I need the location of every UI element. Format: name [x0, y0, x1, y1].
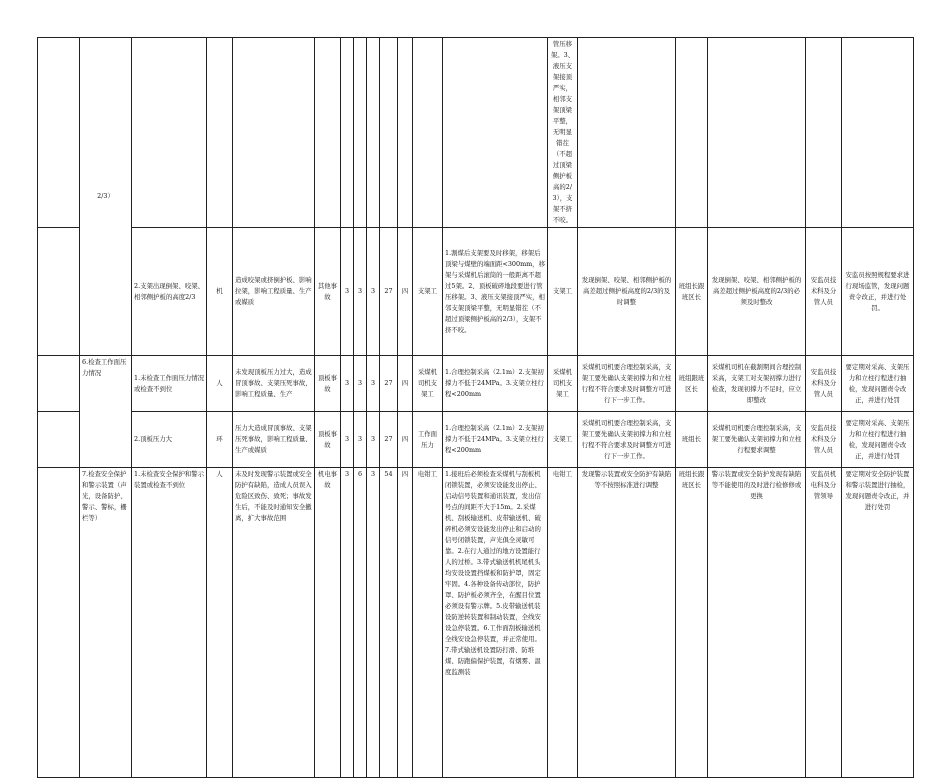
l-cell: 3 — [341, 468, 354, 778]
accident-cell: 机电事故 — [315, 468, 341, 778]
l-cell: 3 — [341, 356, 354, 412]
supervise-cell: 安监员技术科及分管人员 — [806, 356, 842, 412]
check-std-cell: 采煤机司机在截割期间合理控制采高，支架工对支架初撑力进行检查，发现初撑力不足时，应立即整改 — [708, 356, 806, 412]
table-row — [38, 468, 914, 778]
c-cell: 3 — [367, 412, 380, 468]
std-cell: 采煤机司机要合理控制采高，支架工要先确认支架初撑力和立柱行程不符合要求及时调整方可进行下一步工作。 — [578, 412, 676, 468]
margin-cell — [38, 38, 80, 228]
d-cell: 27 — [380, 412, 398, 468]
type-cell: 机 — [207, 228, 233, 356]
hazard-cell: 2.支架出现倒架、咬架、相邻侧护板的高度2/3 — [132, 228, 207, 356]
type-cell: 人 — [207, 468, 233, 778]
accident-cell: 顶板事故 — [315, 412, 341, 468]
check-std-cell: 发现倒架、咬架、相邻侧护板的高差超过侧护板高度的2/3的必须及时整改 — [708, 228, 806, 356]
e-cell: 3 — [354, 356, 367, 412]
consequence-cell: 造成咬架或挤倒护板、影响拉架，影响工程质量、生产或媒质 — [233, 228, 315, 356]
margin-cell — [38, 356, 80, 412]
measure-cell: 1.接班后必须检查采煤机与刮板机闭锁装置，必须安设能发出停止、启动信号装置和通讯装置，发出信号点的间距不大于15m。2.采煤机、刮板输送机、皮带输送机、破碎机必须安设能发出停止和启动的信号闭锁装置，声光俱全灵敏可靠。2.在行人通过的地方设置能行人的过桥。3.带式输送机机尾机头均安设设置挡煤板和防护罩，固定牢固。4.各种设备传动部位，防护罩、防护板必须齐全，在醒目位置必须设有警示牌。5.皮带输送机装设防逆转装置和制动装置，全线安设急停装置。6.工作面刮板输送机全线安设急停装置，并正常使用。7.带式输送机设置防打滑、防堆煤、防跑偏保护装置，有烟雾、温度监测装 — [443, 468, 548, 778]
margin-cell — [38, 228, 80, 356]
measure-cell: 1.割煤后支架要及时移架，移架后顶梁与煤壁的端面距<300mm，移架与采煤机后滚筒的一般距离不超过5架。2、顶板破碎地段要进行管压移架。3、液压支架接顶严实，相邻支架顶梁平整，无明显错茬（不超过顶梁侧护板高的2/3），支架不挤不咬。 — [443, 228, 548, 356]
c-cell: 3 — [367, 356, 380, 412]
resp-cell: 电钳工 — [548, 468, 578, 778]
l-cell: 3 — [341, 228, 354, 356]
consequence-cell: 未发现顶板压力过大，造成冒顶事故、支架压死事故，影响工程质量、生产 — [233, 356, 315, 412]
std-cell: 采煤机司机要合理控制采高，支架工要先确认支架初撑力和立柱行程不符合要求及时调整方可进行下一步工作。 — [578, 356, 676, 412]
check-cell: 班组长跟班区长 — [676, 468, 708, 778]
hazard-cell — [132, 38, 207, 228]
category-cell: 6.检查工作面压力情况 — [80, 356, 132, 468]
d-cell: 54 — [380, 468, 398, 778]
post-cell — [413, 38, 443, 228]
level-cell: 四 — [398, 356, 413, 412]
supervise-std-cell — [842, 38, 914, 228]
post-cell: 工作面压力 — [413, 412, 443, 468]
check-std-cell — [708, 38, 806, 228]
supervise-cell: 安监员机电科及分管领导 — [806, 468, 842, 778]
measure-cell: 1.合理控制采高（2.1m）2.支架初撑力不低于24MPa。3.支架立柱行程<200mm — [443, 356, 548, 412]
level-cell: 四 — [398, 412, 413, 468]
supervise-std-cell: 要定期对安全防护装置和警示装置进行抽检，发现问题责令改正，并进行处罚 — [842, 468, 914, 778]
category-cell: 7.检查安全保护和警示装置（声光，设备防护、警示、警标，栅栏等） — [80, 468, 132, 778]
e-cell: 3 — [354, 412, 367, 468]
supervise-cell: 安监员技术科及分管人员 — [806, 228, 842, 356]
std-cell: 发现倒架、咬架、相邻侧护板的高差超过侧护板高度的2/3的及时调整 — [578, 228, 676, 356]
check-std-cell: 警示装置或安全防护发现有缺陷等不能使用的及时进行检修修或更换 — [708, 468, 806, 778]
supervise-std-cell: 要定期对采高、支架压力和立柱行程进行抽检，发现问题责令改正，并进行处罚 — [842, 412, 914, 468]
margin-cell — [38, 468, 80, 778]
l-cell: 3 — [341, 412, 354, 468]
std-cell: 发现警示装置或安全防护有缺陷等不按照标准进行调整 — [578, 468, 676, 778]
consequence-cell: 未及时发现警示装置或安全防护有缺陷，造成人员误入危险区致伤、致死；事故发生后，不能及时通知安全撤离，扩大事故范围 — [233, 468, 315, 778]
e-cell: 6 — [354, 468, 367, 778]
c-cell — [367, 38, 380, 228]
measure-cell — [443, 38, 548, 228]
type-cell — [207, 38, 233, 228]
document-sheet — [37, 37, 913, 676]
hazard-cell: 2.顶板压力大 — [132, 412, 207, 468]
table-row — [38, 228, 914, 356]
post-cell: 电钳工 — [413, 468, 443, 778]
consequence-cell — [233, 38, 315, 228]
level-cell: 四 — [398, 228, 413, 356]
hazard-cell: 1.未检查安全保护和警示装置或检查不到位 — [132, 468, 207, 778]
check-cell: 班组跟班区长 — [676, 356, 708, 412]
check-cell: 班组长跟班区长 — [676, 228, 708, 356]
e-cell: 3 — [354, 228, 367, 356]
table-row — [38, 38, 914, 228]
d-cell: 27 — [380, 356, 398, 412]
post-cell: 采煤机司机支架工 — [413, 356, 443, 412]
resp-cell: 支架工 — [548, 228, 578, 356]
supervise-cell: 安监员技术科及分管人员 — [806, 412, 842, 468]
e-cell — [354, 38, 367, 228]
category-cell: 2/3） — [80, 38, 132, 356]
supervise-cell — [806, 38, 842, 228]
table-row — [38, 356, 914, 412]
table-row — [38, 412, 914, 468]
resp-cell: 采煤机司机支架工 — [548, 356, 578, 412]
level-cell — [398, 38, 413, 228]
post-cell: 支架工 — [413, 228, 443, 356]
check-cell: 班组长 — [676, 412, 708, 468]
check-std-cell: 采煤机司机要合理控制采高，支架工要先确认支架初撑力和立柱行程要求调整 — [708, 412, 806, 468]
type-cell: 人 — [207, 356, 233, 412]
check-cell — [676, 38, 708, 228]
accident-cell: 其他事故 — [315, 228, 341, 356]
accident-cell — [315, 38, 341, 228]
measure-cell: 1.合理控制采高（2.1m）2.支架初撑力不低于24MPa。3.支架立柱行程<200mm — [443, 412, 548, 468]
type-cell: 环 — [207, 412, 233, 468]
hazard-table — [37, 37, 914, 778]
margin-cell — [38, 412, 80, 468]
consequence-cell: 压力大造成冒顶事故、支架压死事故，影响工程质量、生产或媒质 — [233, 412, 315, 468]
accident-cell: 顶板事故 — [315, 356, 341, 412]
resp-cell: 支架工 — [548, 412, 578, 468]
d-cell — [380, 38, 398, 228]
supervise-std-cell: 安监员按照规程要求进行现场监管，发现问题责令改正，并进行处罚。 — [842, 228, 914, 356]
resp-cell: 管压移架。3、液压支架接顶严实，相邻支架顶梁平整，无明显错茬（不超过顶梁侧护板高的2/3），支架不挤不咬。 — [548, 38, 578, 228]
supervise-std-cell: 要定期对采高、支架压力和立柱行程进行抽检，发现问题责令改正，并进行处罚 — [842, 356, 914, 412]
c-cell: 3 — [367, 228, 380, 356]
std-cell — [578, 38, 676, 228]
d-cell: 27 — [380, 228, 398, 356]
l-cell — [341, 38, 354, 228]
hazard-cell: 1.未检查工作面压力情况或检查不到位 — [132, 356, 207, 412]
c-cell: 3 — [367, 468, 380, 778]
level-cell: 四 — [398, 468, 413, 778]
